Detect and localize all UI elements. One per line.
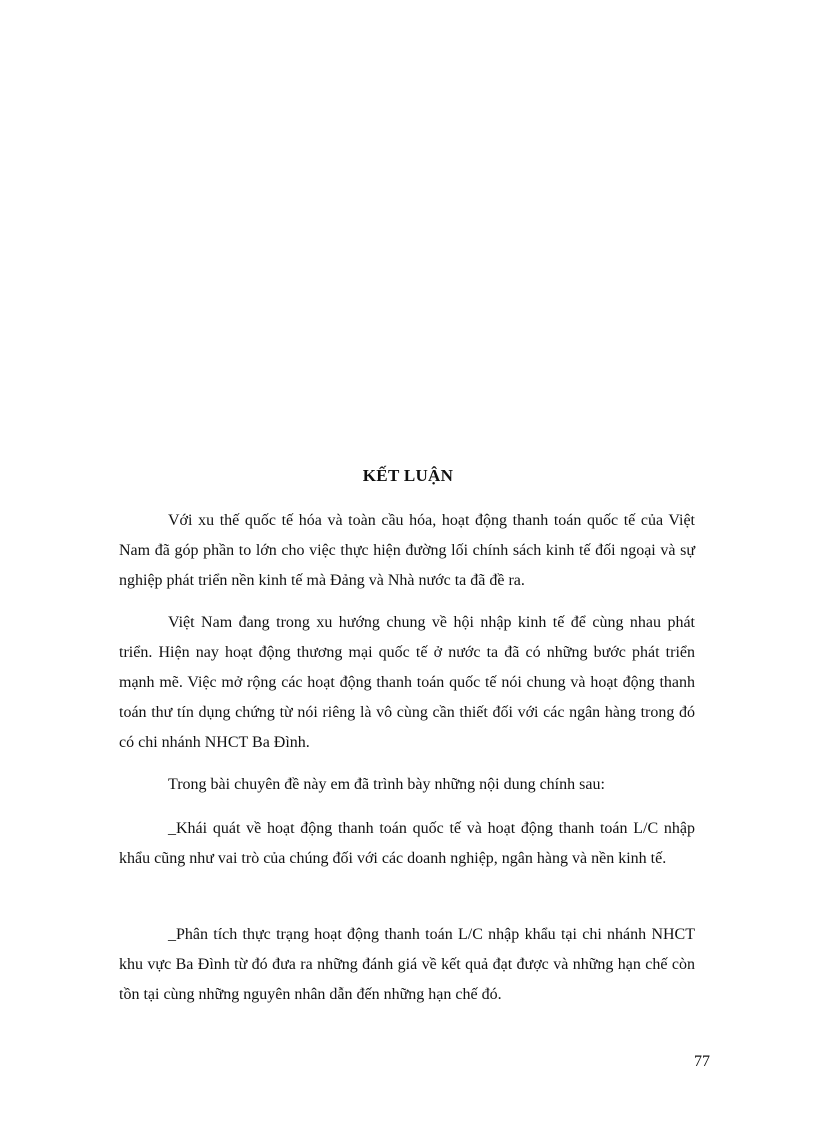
page-title: KẾT LUẬN — [362, 466, 454, 485]
page-number: 77 — [694, 1053, 710, 1070]
paragraph-context: Việt Nam đang trong xu hướng chung về hội nhập kinh tế để cùng nhau phát triển. Hiện nay hoạt động thương mại quốc tế ở nước ta đã có những bước phát triển mạnh mẽ. Việc mở rộng các hoạt động thanh toán quốc tế nói chung và hoạt động thanh toán thư tín dụng chứng từ nói riêng là vô cùng cần thiết đối với các ngân hàng trong đó có chi nhánh NHCT Ba Đình. — [119, 614, 695, 751]
paragraph-overview-point: _Khái quát về hoạt động thanh toán quốc tế và hoạt động thanh toán L/C nhập khẩu cũng như vai trò của chúng đối với các doanh nghiệp, ngân hàng và nền kinh tế. — [119, 820, 695, 867]
paragraph-analysis-point: _Phân tích thực trạng hoạt động thanh toán L/C nhập khẩu tại chi nhánh NHCT khu vực Ba Đình từ đó đưa ra những đánh giá về kết quả đạt được và những hạn chế còn tồn tại cùng những nguyên nhân dẫn đến những hạn chế đó. — [119, 926, 695, 1003]
paragraph-summary-lead: Trong bài chuyên đề này em đã trình bày những nội dung chính sau: — [168, 776, 605, 793]
paragraph-intro: Với xu thế quốc tế hóa và toàn cầu hóa, hoạt động thanh toán quốc tế của Việt Nam đã góp phần to lớn cho việc thực hiện đường lối chính sách kinh tế đối ngoại và sự nghiệp phát triển nền kinh tế mà Đảng và Nhà nước ta đã đề ra. — [119, 512, 695, 589]
